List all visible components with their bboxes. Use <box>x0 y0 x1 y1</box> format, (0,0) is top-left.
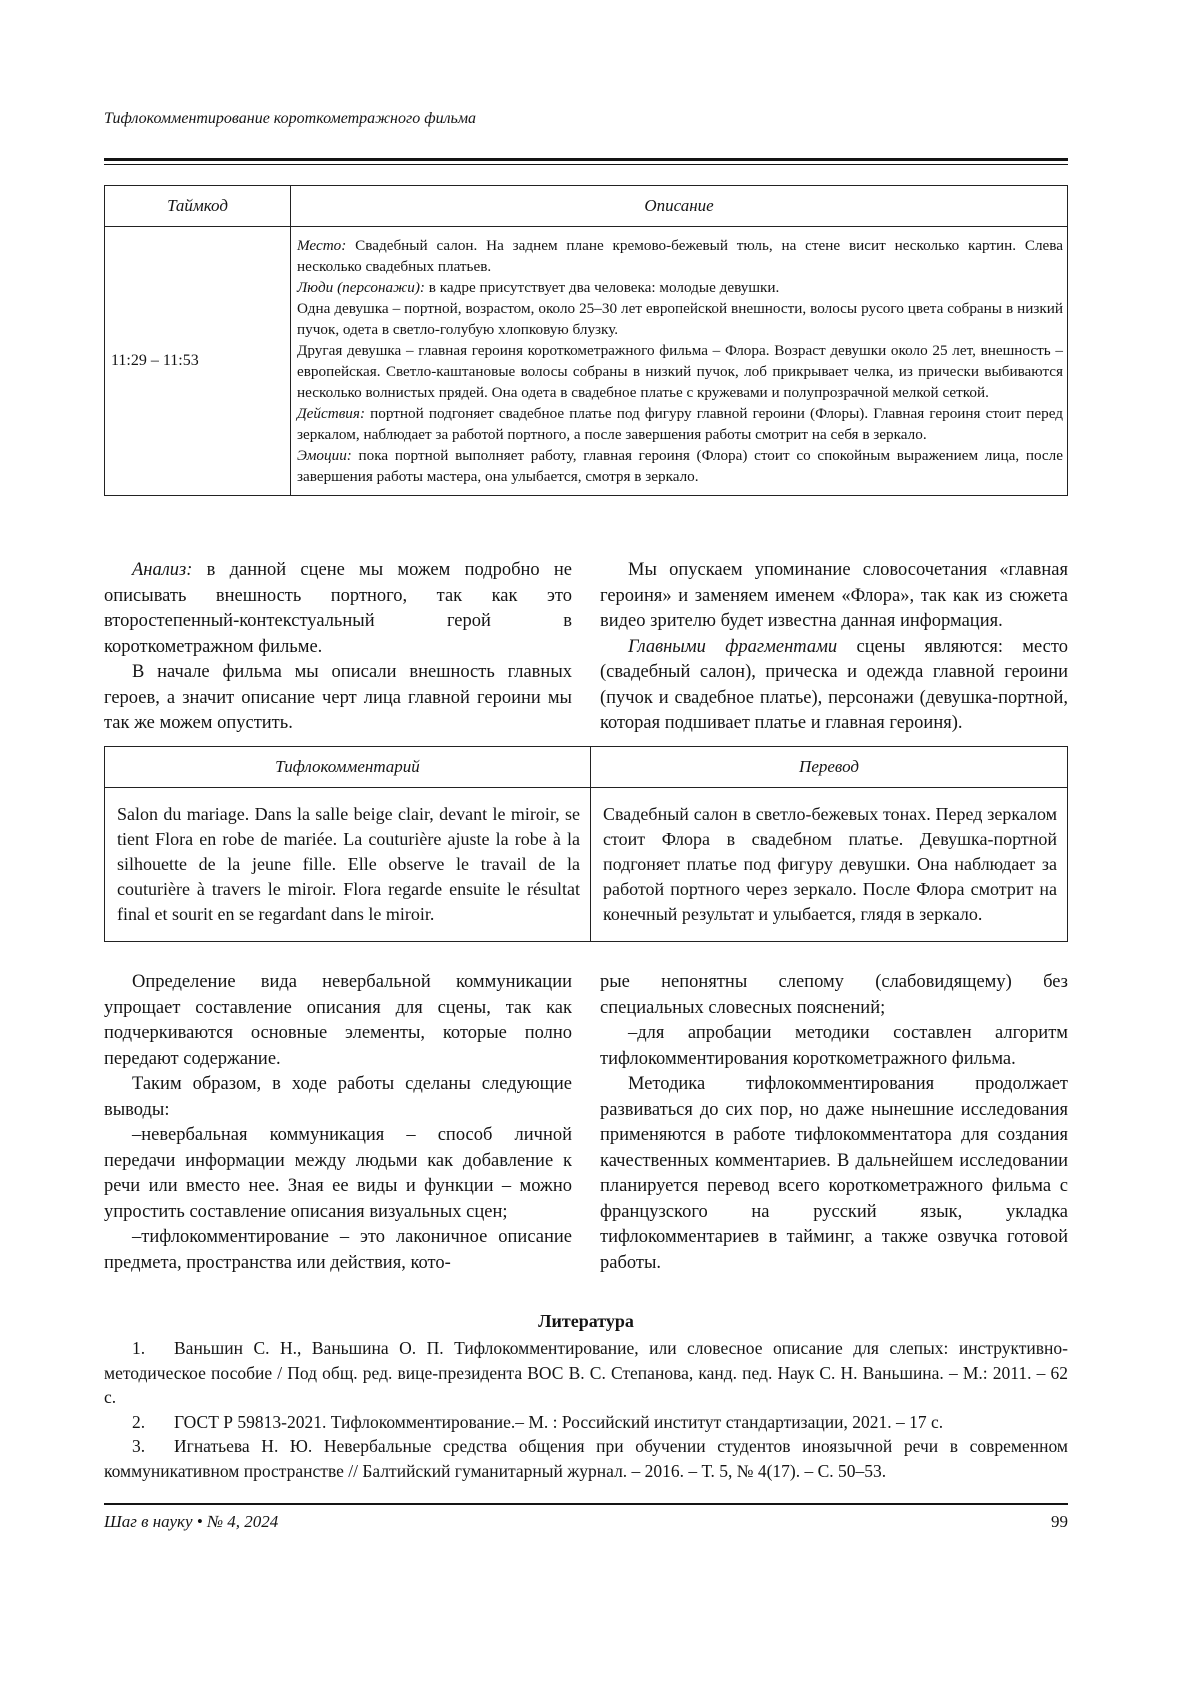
conclusions-left-column <box>104 970 572 1276</box>
table-header-row <box>105 186 1068 227</box>
reference-item <box>104 1336 1068 1410</box>
line-text: Одна девушка – портной, возрастом, около 25–30 лет европейской внешности, волосы русого цвета собраны в низкий пучок, одета в светло-голубую хлопковую блузку. <box>297 300 1063 338</box>
list-dash: – <box>628 1023 638 1043</box>
line-text: пока портной выполняет работу, главная героиня (Флора) стоит со спокойным выражением лица, после завершения работы мастера, она улыбается, смотря в зеркало. <box>297 447 1063 485</box>
list-item <box>104 1123 572 1225</box>
analysis-left-column <box>104 558 572 737</box>
col-header-tiflocomment: Тифлокомментарий <box>105 747 591 788</box>
list-dash: – <box>132 1125 142 1145</box>
description-line <box>297 235 1063 277</box>
paragraph-label: Анализ: <box>132 560 193 580</box>
reference-number: 2. <box>132 1411 146 1432</box>
paragraph-text: в данной сцене мы можем подробно не описывать внешность портного, так как это второстепенный-контекстуальный герой в короткометражном фильме. <box>104 560 572 657</box>
paragraph-text: сцены являются: место (свадебный салон), прическа и одежда главной героини (пучок и свадебное платье), персонажи (девушка-портной, которая подшивает платье и главная героиня). <box>600 636 1068 733</box>
col-header-translation: Перевод <box>591 747 1068 788</box>
description-line <box>297 277 1063 298</box>
page-number: 99 <box>1051 1512 1068 1531</box>
line-label: Действия: <box>297 405 366 422</box>
col-header-timecode: Таймкод <box>105 186 291 227</box>
table-header-row <box>105 747 1068 788</box>
paragraph: Таким образом, в ходе работы сделаны следующие выводы: <box>104 1074 572 1120</box>
scene-description-table <box>104 185 1068 496</box>
line-label: Эмоции: <box>297 447 352 464</box>
description-line <box>297 445 1063 487</box>
paragraph: Методика тифлокомментирования продолжает развиваться до сих пор, но даже нынешние исследования применяются в работе тифлокомментатора для создания качественных комментариев. В дальнейшем исследовании планируется перевод всего короткометражного фильма с французского на русский язык, укладка тифлокомментариев в тайминг, а также озвучка готовой работы. <box>600 1074 1068 1273</box>
list-item-text: для апробации методики составлен алгоритм тифлокомментирования короткометражного фильма. <box>600 1023 1068 1069</box>
russian-text-cell: Свадебный салон в светло-бежевых тонах. Перед зеркалом стоит Флора в свадебном платье. Девушка-портной подгоняет платье под фигуру девушки. Она наблюдает за работой портного через зеркало. После Флора смотрит на конечный результат и улыбается, глядя в зеркало. <box>591 788 1068 942</box>
reference-text: Ваньшин С. Н., Ваньшина О. П. Тифлокомментирование, или словесное описание для слепых: инструктивно-методическое пособие / Под общ. ред. вице-президента ВОС В. С. Степанова, канд. пед. Наук С. Н. Ваньшина. – М.: 2011. – 62 с. <box>104 1338 1068 1407</box>
line-text: портной подгоняет свадебное платье под фигуру главной героини (Флоры). Главная героиня стоит перед зеркалом, наблюдает за работой портного, а после завершения работы смотрит на себя в зеркало. <box>297 405 1063 443</box>
references-title: Литература <box>538 1311 634 1331</box>
reference-text: ГОСТ Р 59813-2021. Тифлокомментирование.– М. : Российский институт стандартизации, 2021. – 17 с. <box>174 1411 944 1432</box>
reference-number: 3. <box>132 1436 146 1456</box>
french-text-cell: Salon du mariage. Dans la salle beige clair, devant le miroir, se tient Flora en robe de mariée. La couturière ajuste la robe à la silhouette de la jeune fille. Elle observe le travail de la couturière à travers le miroir. Flora regarde ensuite le résultat final et sourit en se regardant dans le miroir. <box>105 788 591 942</box>
translation-table <box>104 746 1068 942</box>
line-text: Свадебный салон. На заднем плане кремово-бежевый тюль, на стене висит несколько картин. Слева несколько свадебных платьев. <box>297 237 1063 275</box>
col-header-description: Описание <box>291 186 1068 227</box>
line-text: Другая девушка – главная героиня короткометражного фильма – Флора. Возраст девушки около 25 лет, внешность – европейская. Светло-каштановые волосы собраны в низкий пучок, лоб прикрывает челка, из прически выбиваются несколько волнистых прядей. Она одета в свадебное платье с кружевами и полупрозрачной мелкой сеткой. <box>297 342 1063 401</box>
analysis-right-column <box>600 558 1068 737</box>
reference-number: 1. <box>132 1338 146 1358</box>
table-row <box>105 227 1068 496</box>
reference-item <box>104 1410 1068 1435</box>
running-title: Тифлокомментирование короткометражного фильма <box>104 110 477 127</box>
reference-text: Игнатьева Н. Ю. Невербальные средства общения при обучении студентов иноязычной речи в современном коммуникативном пространстве // Балтийский гуманитарный журнал. – 2016. – Т. 5, № 4(17). – С. 50–53. <box>104 1436 1068 1481</box>
timecode-cell: 11:29 – 11:53 <box>105 227 291 496</box>
list-continuation: рые непонятны слепому (слабовидящему) без специальных словесных пояснений; <box>600 972 1068 1018</box>
line-label: Люди (персонажи): <box>297 279 425 296</box>
description-line <box>297 298 1063 340</box>
paragraph: В начале фильма мы описали внешность главных героев, а значит описание черт лица главной героини мы так же можем опустить. <box>104 662 572 733</box>
references-list <box>104 1336 1068 1483</box>
paragraph <box>104 558 572 660</box>
line-label: Место: <box>297 237 347 254</box>
list-item-text: тифлокомментирование – это лаконичное описание предмета, пространства или действия, кото- <box>104 1227 572 1273</box>
description-line <box>297 340 1063 403</box>
list-dash: – <box>132 1227 142 1247</box>
reference-item <box>104 1434 1068 1483</box>
line-text: в кадре присутствует два человека: молодые девушки. <box>424 279 780 296</box>
paragraph: Мы опускаем упоминание словосочетания «главная героиня» и заменяем именем «Флора», так как из сюжета видео зрителю будет известна данная информация. <box>600 560 1068 631</box>
description-line <box>297 403 1063 445</box>
conclusions-right-column <box>600 970 1068 1276</box>
journal-issue: Шаг в науку • № 4, 2024 <box>104 1512 279 1531</box>
table-row <box>105 788 1068 942</box>
description-cell <box>291 227 1068 496</box>
paragraph <box>600 635 1068 737</box>
list-item-text: невербальная коммуникация – способ личной передачи информации между людьми как добавление к речи или вместо нее. Зная ее виды и функции – можно упростить составление описания визуальных сцен; <box>104 1125 572 1222</box>
header-rule-thin <box>104 164 1068 165</box>
header-rule <box>104 158 1068 161</box>
list-item <box>104 1225 572 1276</box>
paragraph: Определение вида невербальной коммуникации упрощает составление описания для сцены, так как подчеркиваются основные элементы, которые полно передают содержание. <box>104 972 572 1069</box>
list-item <box>600 1021 1068 1072</box>
footer-rule <box>104 1503 1068 1505</box>
paragraph-label: Главными фрагментами <box>628 636 838 657</box>
